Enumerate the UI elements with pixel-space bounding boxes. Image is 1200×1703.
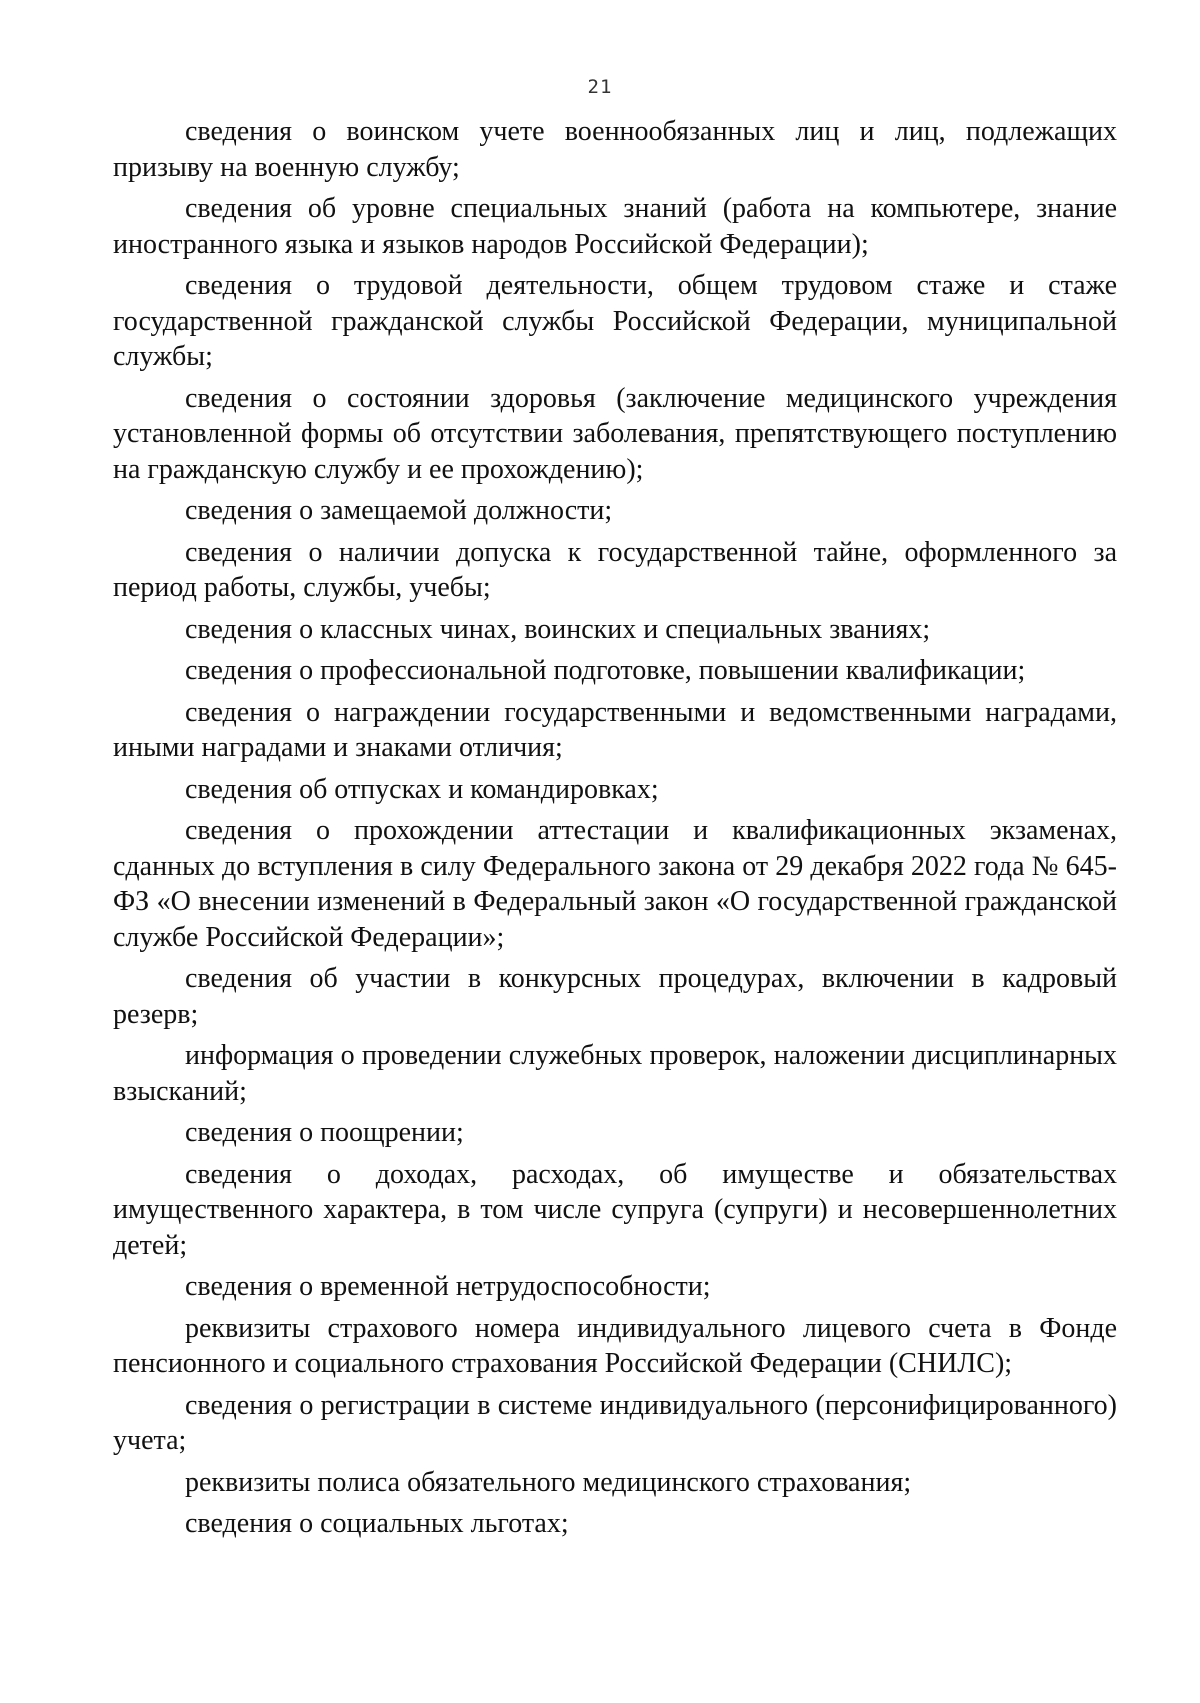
paragraph: сведения об участии в конкурсных процедурах, включении в кадровый резерв; bbox=[113, 963, 1117, 1030]
paragraph: сведения о прохождении аттестации и квалификационных экзаменах, сданных до вступления в силу Федерального закона от 29 декабря 2022 года № 645-ФЗ «О внесении изменений в Федеральный закон «О государственной гражданской службе Российской Федерации»; bbox=[113, 815, 1117, 953]
paragraph: сведения о временной нетрудоспособности; bbox=[185, 1271, 711, 1302]
paragraph: сведения о регистрации в системе индивидуального (персонифицированного) учета; bbox=[113, 1389, 1117, 1456]
paragraph: сведения о состоянии здоровья (заключение медицинского учреждения установленной формы об отсутствии заболевания, препятствующего поступлению на гражданскую службу и ее прохождению); bbox=[113, 382, 1117, 485]
paragraph: сведения об отпусках и командировках; bbox=[185, 773, 659, 805]
paragraph: сведения о профессиональной подготовке, повышении квалификации; bbox=[185, 655, 1026, 686]
paragraph: сведения о замещаемой должности; bbox=[185, 495, 613, 526]
paragraph: сведения о поощрении; bbox=[185, 1117, 464, 1148]
paragraph: сведения о наличии допуска к государственной тайне, оформленного за период работы, службы, учебы; bbox=[113, 536, 1117, 603]
paragraph: сведения о награждении государственными и ведомственными наградами, иными наградами и знаками отличия; bbox=[113, 696, 1117, 763]
paragraph: реквизиты страхового номера индивидуального лицевого счета в Фонде пенсионного и социального страхования Российской Федерации (СНИЛС); bbox=[113, 1312, 1117, 1379]
paragraph: сведения о трудовой деятельности, общем трудовом стаже и стаже государственной гражданской службы Российской Федерации, муниципальной службы; bbox=[113, 270, 1117, 372]
document-body bbox=[113, 114, 1117, 1548]
paragraph: сведения об уровне специальных знаний (работа на компьютере, знание иностранного языка и языков народов Российской Федерации); bbox=[113, 193, 1117, 260]
paragraph: информация о проведении служебных проверок, наложении дисциплинарных взысканий; bbox=[113, 1040, 1117, 1107]
paragraph: сведения о воинском учете военнообязанных лиц и лиц, подлежащих призыву на военную службу; bbox=[113, 116, 1117, 183]
paragraph: сведения о социальных льготах; bbox=[185, 1508, 569, 1539]
paragraph: сведения о классных чинах, воинских и специальных званиях; bbox=[185, 613, 931, 645]
page-number: 21 bbox=[587, 76, 613, 98]
paragraph: реквизиты полиса обязательного медицинского страхования; bbox=[185, 1466, 912, 1498]
paragraph: сведения о доходах, расходах, об имуществе и обязательствах имущественного характера, в том числе супруга (супруги) и несовершеннолетних детей; bbox=[113, 1158, 1117, 1261]
